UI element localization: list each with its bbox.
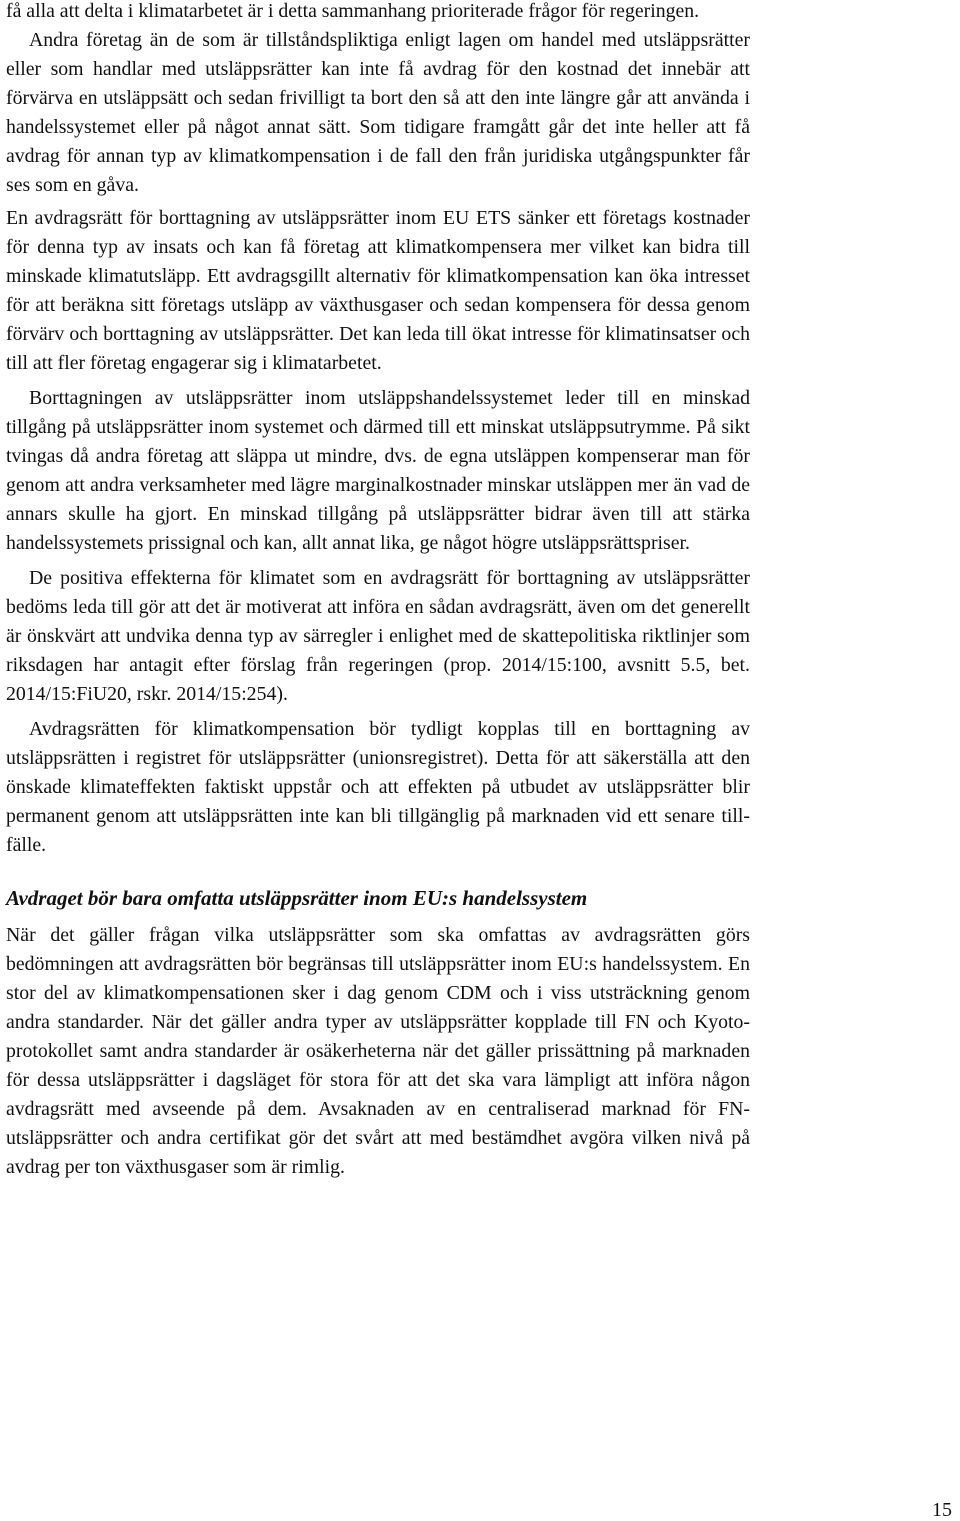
page-number: 15 xyxy=(932,1499,952,1521)
paragraph-scope: När det gäller frågan vilka utsläppsrätter som ska omfattas av avdragsrätten görs bedömningen att avdragsrätten bör begränsas till utsläppsrätter inom EU:s handelssystem. En stor del av klimatkompensationen sker i dag genom CDM och i viss utsträckning genom andra standarder. När det gäller andra typer av utsläppsrätter kopplade till FN och Kyotoprotokollet samt andra standarder är osäkerheterna när det gäller prissättning på marknaden för dessa utsläppsrätter i dagsläget för stora för att det ska vara lämpligt att införa någon avdragsrätt med avseende på dem. Avsaknaden av en centraliserad marknad för FN-utsläppsrätter och andra certifikat gör det svårt att med bestämdhet avgöra vilken nivå på avdrag per ton växthusgaser som är rimlig. xyxy=(6,924,750,1178)
section-heading: Avdraget bör bara omfatta utsläppsrätter inom EU:s handelssystem xyxy=(6,886,588,910)
document-page xyxy=(6,0,750,1182)
paragraph-removal-effects: Borttagningen av utsläppsrätter inom utsläppshandelssystemet leder till en minskad tillgång på utsläppsrätter inom systemet och därmed till ett minskat utsläppsutrymme. På sikt tvingas då andra företag att släppa ut mindre, dvs. de egna utsläppen kompenserar man för genom att andra verksamheter med lägre marginalkostnader minskar utsläppen mer än vad de annars skulle ha gjort. En minskad tillgång på utsläppsrätter bidrar även till att stärka handelssystemets prissignal och kan, allt annat lika, ge något högre utsläppsrättspriser. xyxy=(6,387,750,554)
paragraph-positive-effects: De positiva effekterna för klimatet som en avdragsrätt för borttagning av utsläppsrätter bedöms leda till gör att det är motiverat att införa en sådan avdragsrätt, även om det generellt är önskvärt att undvika denna typ av särregler i enlighet med de skattepolitiska riktlinjer som riksdagen har antagit efter förslag från regeringen (prop. 2014/15:100, avsnitt 5.5, bet. 2014/15:FiU20, rskr. 2014/15:254). xyxy=(6,567,750,705)
paragraph-eu-ets: En avdragsrätt för borttagning av utsläppsrätter inom EU ETS sänker ett företags kostnader för denna typ av insats och kan få företag att klimatkompensera mer vilket kan bidra till minskade klimatutsläpp. Ett avdragsgillt alternativ för klimatkompensation kan öka intresset för att beräkna sitt företags utsläpp av växthusgaser och sedan kompensera för dessa genom förvärv och borttagning av utsläppsrätter. Det kan leda till ökat intresse för klimatinsatser och till att fler företag engagerar sig i klimatarbetet. xyxy=(6,207,750,374)
paragraph-continuation: få alla att delta i klimatarbetet är i detta sammanhang prioriterade frågor för regeringen. xyxy=(6,0,700,22)
paragraph-registry-link: Avdragsrätten för klimatkompensation bör tydligt kopplas till en borttagning av utsläppsrätten i registret för utsläppsrätter (unionsregistret). Detta för att säkerställa att den önskade klimateffekten faktiskt uppstår och att effekten på utbudet av utsläppsrätter blir permanent genom att utsläppsrätten inte kan bli tillgänglig på marknaden vid ett senare tillfälle. xyxy=(6,718,750,856)
paragraph-tax-deduction: Andra företag än de som är tillståndspliktiga enligt lagen om handel med utsläppsrätter eller som handlar med utsläppsrätter kan inte få avdrag för den kostnad det innebär att förvärva en utsläppsätt och sedan frivilligt ta bort den så att den inte längre går att använda i handelssystemet eller på något annat sätt. Som tidigare framgått går det inte heller att få avdrag för annan typ av klimatkompensation i de fall den från juridiska utgångspunkter får ses som en gåva. xyxy=(6,29,750,196)
